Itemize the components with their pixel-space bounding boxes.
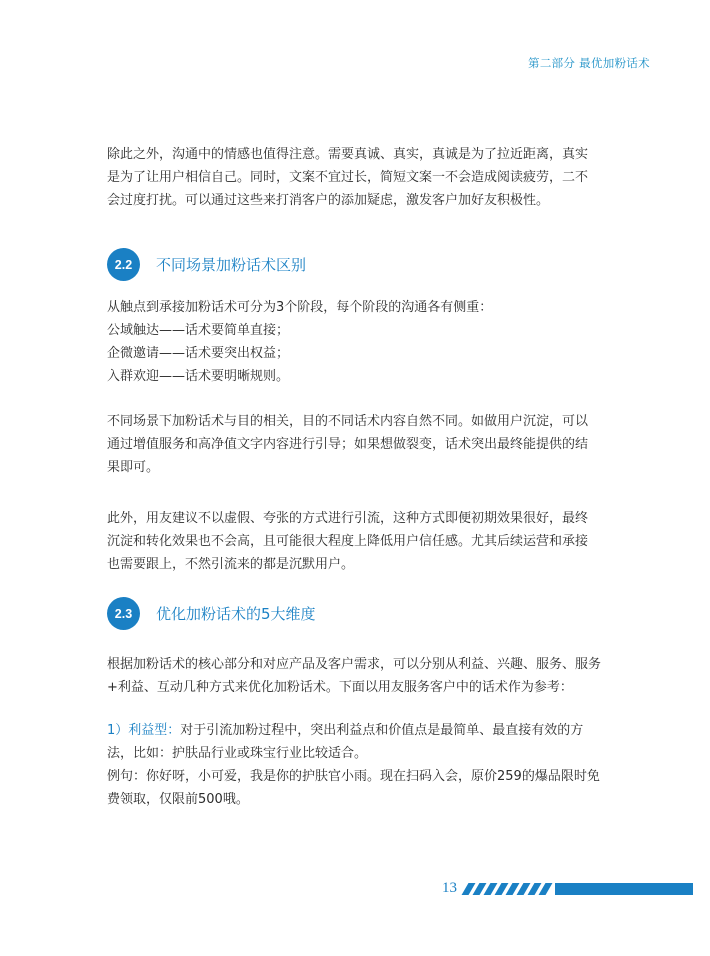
text-line: 例句：你好呀，小可爱，我是你的护肤官小雨。现在扫码入会，原价259的爆品限时免 [107, 769, 600, 784]
page-footer [442, 880, 693, 897]
footer-bar-decoration [555, 883, 693, 895]
text-line: 此外，用友建议不以虚假、夸张的方式进行引流，这种方式即便初期效果很好，最终 [107, 511, 589, 526]
section-title: 不同场景加粉话术区别 [156, 256, 307, 274]
section-number-badge: 2.2 [107, 248, 140, 281]
text-line: 是为了让用户相信自己。同时，文案不宜过长，简短文案一不会造成阅读疲劳，二不 [107, 170, 589, 185]
intro-paragraph [107, 143, 627, 212]
section-heading-2-2 [107, 248, 306, 281]
text-line: 会过度打扰。可以通过这些来打消客户的添加疑虑，激发客户加好友积极性。 [107, 193, 550, 208]
text-line: 果即可。 [107, 460, 160, 475]
text-line: +利益、互动几种方式来优化加粉话术。下面以用友服务客户中的话术作为参考： [107, 680, 573, 695]
item-label: 1）利益型： [107, 723, 181, 738]
stages-paragraph [107, 296, 627, 388]
text-line: 通过增值服务和高净值文字内容进行引导；如果想做裂变，话术突出最终能提供的结 [107, 437, 589, 452]
scenario-paragraph [107, 410, 627, 479]
page-number: 13 [442, 880, 457, 896]
text-line: 对于引流加粉过程中，突出利益点和价值点是最简单、最直接有效的方 [180, 723, 584, 738]
benefit-type-item [107, 719, 627, 811]
text-line: 费领取，仅限前500哦。 [107, 792, 249, 807]
text-line: 公域触达——话术要简单直接； [107, 323, 290, 338]
section-number-badge: 2.3 [107, 597, 140, 630]
running-header: 第二部分 最优加粉话术 [528, 56, 650, 70]
section-heading-2-3 [107, 597, 316, 630]
text-line: 入群欢迎——话术要明晰规则。 [107, 369, 290, 384]
dimensions-paragraph [107, 653, 627, 699]
text-line: 根据加粉话术的核心部分和对应产品及客户需求，可以分别从利益、兴趣、服务、服务 [107, 657, 602, 672]
text-line: 从触点到承接加粉话术可分为3个阶段，每个阶段的沟通各有侧重： [107, 300, 493, 315]
text-line: 不同场景下加粉话术与目的相关，目的不同话术内容自然不同。如做用户沉淀，可以 [107, 414, 589, 429]
text-line: 除此之外，沟通中的情感也值得注意。需要真诚、真实，真诚是为了拉近距离，真实 [107, 147, 589, 162]
text-line: 沉淀和转化效果也不会高，且可能很大程度上降低用户信任感。尤其后续运营和承接 [107, 534, 589, 549]
footer-stripes-decoration [465, 883, 553, 895]
advice-paragraph [107, 507, 627, 576]
text-line: 法，比如：护肤品行业或珠宝行业比较适合。 [107, 746, 368, 761]
text-line: 也需要跟上，不然引流来的都是沉默用户。 [107, 557, 355, 572]
section-title: 优化加粉话术的5大维度 [156, 605, 316, 623]
text-line: 企微邀请——话术要突出权益； [107, 346, 290, 361]
